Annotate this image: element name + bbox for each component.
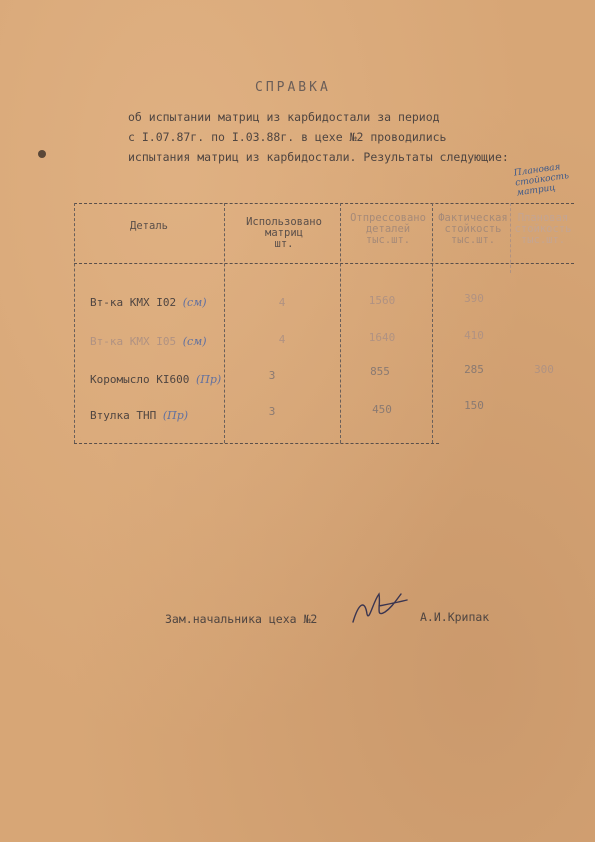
punch-hole xyxy=(38,150,46,158)
table-row-3-detail xyxy=(90,373,221,386)
table-row-1-detail xyxy=(90,296,207,309)
header-pressed-line-3: тыс.шт. xyxy=(365,234,411,246)
header-actual-line-3: тыс.шт. xyxy=(450,234,496,246)
intro-line-1: об испытании матриц из карбидостали за период xyxy=(128,110,440,124)
row-3-detail-text: Коромысло КI600 xyxy=(90,373,190,386)
document-title: СПРАВКА xyxy=(255,80,331,95)
header-used-line-3: шт. xyxy=(274,238,294,250)
header-planned xyxy=(512,213,574,246)
table-row-1-used: 4 xyxy=(278,296,286,309)
table-row-3-used: 3 xyxy=(268,369,276,382)
col-divider-1 xyxy=(224,203,225,443)
table-row-2-actual: 410 xyxy=(464,329,484,342)
table-top-border xyxy=(74,203,574,204)
table-row-1-actual: 390 xyxy=(464,292,484,305)
table-row-2-detail xyxy=(90,335,207,348)
row-2-pen-mark: (см) xyxy=(182,335,207,348)
row-3-pen-mark: (Пр) xyxy=(195,373,222,386)
table-row-4-pressed: 450 xyxy=(372,403,392,416)
header-pressed xyxy=(342,213,434,246)
signature-name: А.И.Крипак xyxy=(420,610,490,624)
row-1-pen-mark: (см) xyxy=(182,296,207,309)
table-row-2-pressed: 1640 xyxy=(368,331,396,344)
table-row-3-pressed: 855 xyxy=(370,365,390,378)
signature-mark xyxy=(345,582,415,632)
row-4-detail-text: Втулка ТНП xyxy=(90,409,157,422)
header-pressed-line-2: деталей xyxy=(365,223,411,235)
table-row-1-pressed: 1560 xyxy=(368,294,396,307)
header-detail: Деталь xyxy=(130,220,168,232)
signature-position: Зам.начальника цеха №2 xyxy=(165,612,318,626)
col-divider-2 xyxy=(340,203,341,443)
header-actual-line-1: Фактическая xyxy=(438,212,508,224)
header-planned-line-2: стойкость xyxy=(514,223,572,235)
header-planned-line-3: тыс.шт. xyxy=(520,234,566,246)
header-planned-line-1: Плановая xyxy=(517,212,569,224)
row-1-detail-text: Вт-ка КМХ I02 xyxy=(90,296,177,309)
intro-line-3: испытания матриц из карбидостали. Результаты следующие: xyxy=(128,150,509,164)
header-used-line-2: матриц xyxy=(265,227,303,239)
table-left-border xyxy=(74,203,75,443)
table-row-4-detail xyxy=(90,409,188,422)
row-2-detail-text: Вт-ка КМХ I05 xyxy=(90,335,177,348)
handwritten-note: Плановая стойкость матриц xyxy=(513,162,570,199)
header-used-line-1: Использовано xyxy=(246,216,322,228)
intro-line-2: с I.07.87г. по I.03.88г. в цехе №2 проводились xyxy=(128,130,447,144)
header-actual-line-2: стойкость xyxy=(444,223,502,235)
table-row-4-used: 3 xyxy=(268,405,276,418)
table-row-4-actual: 150 xyxy=(464,399,484,412)
row-4-pen-mark: (Пр) xyxy=(162,409,189,422)
table-row-2-used: 4 xyxy=(278,333,286,346)
table-row-3-actual: 285 xyxy=(464,363,484,376)
table-row-3-planned: 300 xyxy=(534,363,554,376)
table-bottom-border xyxy=(74,443,439,444)
header-used xyxy=(232,217,336,250)
header-pressed-line-1: Отпрессовано xyxy=(350,212,426,224)
results-table xyxy=(74,203,574,473)
header-actual xyxy=(432,213,514,246)
table-header-border xyxy=(74,263,574,264)
